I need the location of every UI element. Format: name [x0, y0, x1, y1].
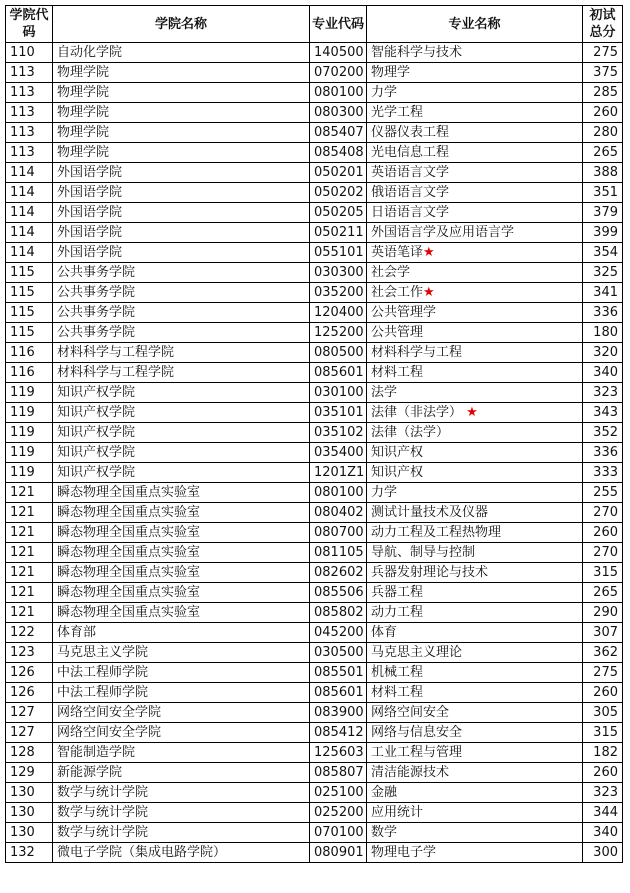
college-name-cell: 瞬态物理全国重点实验室	[53, 483, 310, 503]
table-row	[6, 483, 623, 503]
major-code-cell: 085506	[310, 583, 367, 603]
major-code-cell: 120400	[310, 303, 367, 323]
major-name-cell: 兵器发射理论与技术	[367, 563, 583, 583]
table-row	[6, 383, 623, 403]
table-row	[6, 183, 623, 203]
star-icon: ★	[466, 405, 478, 420]
table-row	[6, 623, 623, 643]
major-code-cell: 025200	[310, 803, 367, 823]
table-row	[6, 523, 623, 543]
table-row	[6, 743, 623, 763]
total-score-cell: 340	[583, 823, 623, 843]
college-name-cell: 公共事务学院	[53, 263, 310, 283]
college-code-cell: 127	[6, 723, 53, 743]
total-score-cell: 280	[583, 123, 623, 143]
major-name-cell: 社会学	[367, 263, 583, 283]
college-code-cell: 115	[6, 323, 53, 343]
college-name-cell: 公共事务学院	[53, 283, 310, 303]
college-name-cell: 瞬态物理全国重点实验室	[53, 503, 310, 523]
major-code-cell: 050205	[310, 203, 367, 223]
college-code-cell: 119	[6, 443, 53, 463]
total-score-cell: 354	[583, 243, 623, 263]
college-name-cell: 微电子学院（集成电路学院）	[53, 843, 310, 863]
college-name-cell: 马克思主义学院	[53, 643, 310, 663]
college-name-cell: 知识产权学院	[53, 423, 310, 443]
college-code-cell: 121	[6, 503, 53, 523]
college-name-cell: 智能制造学院	[53, 743, 310, 763]
college-code-cell: 119	[6, 403, 53, 423]
major-code-cell: 080402	[310, 503, 367, 523]
table-row	[6, 63, 623, 83]
college-code-cell: 130	[6, 803, 53, 823]
major-code-cell: 085408	[310, 143, 367, 163]
major-name-cell: 数学	[367, 823, 583, 843]
major-name-cell: 法律（法学）	[367, 423, 583, 443]
college-code-cell: 126	[6, 683, 53, 703]
college-name-cell: 外国语学院	[53, 183, 310, 203]
college-code-cell: 130	[6, 823, 53, 843]
table-row	[6, 423, 623, 443]
major-code-cell: 125603	[310, 743, 367, 763]
table-row	[6, 803, 623, 823]
college-code-cell: 114	[6, 203, 53, 223]
major-code-cell: 080100	[310, 483, 367, 503]
college-code-cell: 114	[6, 223, 53, 243]
college-code-cell: 110	[6, 43, 53, 63]
major-name-cell: 光学工程	[367, 103, 583, 123]
college-name-cell: 物理学院	[53, 143, 310, 163]
table-row	[6, 823, 623, 843]
major-name-cell: 动力工程及工程热物理	[367, 523, 583, 543]
total-score-cell: 399	[583, 223, 623, 243]
total-score-cell: 275	[583, 43, 623, 63]
major-code-cell: 083900	[310, 703, 367, 723]
major-name-cell: 清洁能源技术	[367, 763, 583, 783]
table-row	[6, 723, 623, 743]
total-score-cell: 300	[583, 843, 623, 863]
major-name-cell: 日语语言文学	[367, 203, 583, 223]
table-container	[5, 5, 623, 863]
total-score-cell: 344	[583, 803, 623, 823]
major-name-cell: 网络与信息安全	[367, 723, 583, 743]
college-name-cell: 外国语学院	[53, 163, 310, 183]
major-name-cell: 力学	[367, 483, 583, 503]
college-code-cell: 113	[6, 83, 53, 103]
major-code-cell: 1201Z1	[310, 463, 367, 483]
major-code-cell: 080100	[310, 83, 367, 103]
college-code-cell: 121	[6, 483, 53, 503]
table-row	[6, 443, 623, 463]
college-code-cell: 132	[6, 843, 53, 863]
major-name-cell: 材料工程	[367, 683, 583, 703]
major-name-cell: 力学	[367, 83, 583, 103]
table-row	[6, 843, 623, 863]
total-score-cell: 290	[583, 603, 623, 623]
table-row	[6, 43, 623, 63]
college-name-cell: 新能源学院	[53, 763, 310, 783]
total-score-cell: 305	[583, 703, 623, 723]
college-code-cell: 130	[6, 783, 53, 803]
college-name-cell: 物理学院	[53, 103, 310, 123]
table-row	[6, 663, 623, 683]
total-score-cell: 320	[583, 343, 623, 363]
table-row	[6, 543, 623, 563]
table-row	[6, 783, 623, 803]
college-name-cell: 物理学院	[53, 83, 310, 103]
major-code-cell: 080500	[310, 343, 367, 363]
major-name-cell: 工业工程与管理	[367, 743, 583, 763]
total-score-cell: 379	[583, 203, 623, 223]
college-name-cell: 知识产权学院	[53, 403, 310, 423]
college-code-cell: 113	[6, 63, 53, 83]
college-name-cell: 网络空间安全学院	[53, 723, 310, 743]
table-row	[6, 163, 623, 183]
total-score-cell: 315	[583, 723, 623, 743]
total-score-cell: 180	[583, 323, 623, 343]
college-code-cell: 123	[6, 643, 53, 663]
total-score-cell: 307	[583, 623, 623, 643]
major-name-cell: 英语笔译★	[367, 243, 583, 263]
table-row	[6, 203, 623, 223]
major-name-cell: 俄语语言文学	[367, 183, 583, 203]
college-code-cell: 115	[6, 283, 53, 303]
major-code-cell: 035400	[310, 443, 367, 463]
total-score-cell: 351	[583, 183, 623, 203]
major-code-cell: 050201	[310, 163, 367, 183]
college-name-cell: 知识产权学院	[53, 463, 310, 483]
major-code-cell: 070100	[310, 823, 367, 843]
major-name-cell: 网络空间安全	[367, 703, 583, 723]
college-code-cell: 114	[6, 163, 53, 183]
total-score-cell: 325	[583, 263, 623, 283]
total-score-cell: 260	[583, 523, 623, 543]
major-code-cell: 081105	[310, 543, 367, 563]
table-row	[6, 363, 623, 383]
college-name-cell: 体育部	[53, 623, 310, 643]
table-row	[6, 303, 623, 323]
table-row	[6, 343, 623, 363]
college-code-cell: 126	[6, 663, 53, 683]
major-name-cell: 公共管理学	[367, 303, 583, 323]
college-name-cell: 物理学院	[53, 123, 310, 143]
college-code-cell: 121	[6, 603, 53, 623]
college-name-cell: 瞬态物理全国重点实验室	[53, 523, 310, 543]
major-code-cell: 085407	[310, 123, 367, 143]
major-name-cell: 体育	[367, 623, 583, 643]
header-row	[6, 6, 623, 43]
major-name-cell: 知识产权	[367, 443, 583, 463]
total-score-cell: 275	[583, 663, 623, 683]
major-name-cell: 知识产权	[367, 463, 583, 483]
college-name-cell: 数学与统计学院	[53, 803, 310, 823]
college-code-cell: 121	[6, 543, 53, 563]
college-name-cell: 外国语学院	[53, 203, 310, 223]
college-code-cell: 121	[6, 583, 53, 603]
table-row	[6, 103, 623, 123]
total-score-cell: 255	[583, 483, 623, 503]
table-row	[6, 263, 623, 283]
table-row	[6, 603, 623, 623]
major-name-cell: 应用统计	[367, 803, 583, 823]
college-name-cell: 公共事务学院	[53, 303, 310, 323]
college-name-cell: 材料科学与工程学院	[53, 363, 310, 383]
star-icon: ★	[423, 285, 435, 300]
major-name-cell: 法律（非法学） ★	[367, 403, 583, 423]
college-code-cell: 127	[6, 703, 53, 723]
college-code-cell: 119	[6, 423, 53, 443]
total-score-cell: 333	[583, 463, 623, 483]
major-code-cell: 080700	[310, 523, 367, 543]
major-code-cell: 085501	[310, 663, 367, 683]
college-name-cell: 物理学院	[53, 63, 310, 83]
major-code-cell: 035101	[310, 403, 367, 423]
total-score-cell: 182	[583, 743, 623, 763]
major-name-cell: 公共管理	[367, 323, 583, 343]
college-name-cell: 知识产权学院	[53, 443, 310, 463]
major-code-cell: 125200	[310, 323, 367, 343]
total-score-cell: 362	[583, 643, 623, 663]
college-code-cell: 116	[6, 343, 53, 363]
college-code-cell: 128	[6, 743, 53, 763]
major-name-cell: 物理电子学	[367, 843, 583, 863]
total-score-cell: 375	[583, 63, 623, 83]
total-score-cell: 336	[583, 303, 623, 323]
total-score-cell: 388	[583, 163, 623, 183]
total-score-cell: 270	[583, 503, 623, 523]
college-code-cell: 116	[6, 363, 53, 383]
college-name-cell: 瞬态物理全国重点实验室	[53, 603, 310, 623]
header-college-code: 学院代码	[6, 6, 53, 43]
college-code-cell: 114	[6, 183, 53, 203]
header-total-score: 初试总分	[583, 6, 623, 43]
table-row	[6, 323, 623, 343]
total-score-cell: 285	[583, 83, 623, 103]
table-row	[6, 123, 623, 143]
table-row	[6, 763, 623, 783]
major-name-cell: 外国语言学及应用语言学	[367, 223, 583, 243]
table-row	[6, 463, 623, 483]
major-name-cell: 仪器仪表工程	[367, 123, 583, 143]
college-code-cell: 113	[6, 103, 53, 123]
total-score-cell: 315	[583, 563, 623, 583]
college-name-cell: 网络空间安全学院	[53, 703, 310, 723]
college-code-cell: 115	[6, 303, 53, 323]
major-name-cell: 动力工程	[367, 603, 583, 623]
major-code-cell: 140500	[310, 43, 367, 63]
college-code-cell: 119	[6, 383, 53, 403]
major-name-cell: 光电信息工程	[367, 143, 583, 163]
major-name-cell: 社会工作★	[367, 283, 583, 303]
major-code-cell: 055101	[310, 243, 367, 263]
college-code-cell: 113	[6, 143, 53, 163]
total-score-cell: 260	[583, 683, 623, 703]
college-name-cell: 瞬态物理全国重点实验室	[53, 583, 310, 603]
major-code-cell: 050211	[310, 223, 367, 243]
major-name-cell: 材料科学与工程	[367, 343, 583, 363]
table-row	[6, 283, 623, 303]
major-code-cell: 035102	[310, 423, 367, 443]
table-row	[6, 563, 623, 583]
total-score-cell: 270	[583, 543, 623, 563]
major-code-cell: 085412	[310, 723, 367, 743]
major-code-cell: 050202	[310, 183, 367, 203]
major-code-cell: 085601	[310, 363, 367, 383]
major-code-cell: 025100	[310, 783, 367, 803]
total-score-cell: 341	[583, 283, 623, 303]
college-code-cell: 119	[6, 463, 53, 483]
table-row	[6, 403, 623, 423]
major-name-cell: 材料工程	[367, 363, 583, 383]
college-code-cell: 113	[6, 123, 53, 143]
table-row	[6, 583, 623, 603]
header-major-code: 专业代码	[310, 6, 367, 43]
table-row	[6, 223, 623, 243]
star-icon: ★	[423, 245, 435, 260]
total-score-cell: 352	[583, 423, 623, 443]
major-code-cell: 082602	[310, 563, 367, 583]
college-code-cell: 121	[6, 563, 53, 583]
major-name-cell: 智能科学与技术	[367, 43, 583, 63]
major-name-cell: 金融	[367, 783, 583, 803]
college-code-cell: 122	[6, 623, 53, 643]
college-name-cell: 数学与统计学院	[53, 783, 310, 803]
major-code-cell: 030100	[310, 383, 367, 403]
major-name-cell: 导航、制导与控制	[367, 543, 583, 563]
table-row	[6, 243, 623, 263]
major-name-cell: 法学	[367, 383, 583, 403]
major-name-cell: 测试计量技术及仪器	[367, 503, 583, 523]
header-major-name: 专业名称	[367, 6, 583, 43]
college-name-cell: 知识产权学院	[53, 383, 310, 403]
total-score-cell: 260	[583, 103, 623, 123]
major-code-cell: 085802	[310, 603, 367, 623]
college-name-cell: 外国语学院	[53, 243, 310, 263]
table-row	[6, 643, 623, 663]
college-name-cell: 中法工程师学院	[53, 663, 310, 683]
major-code-cell: 080300	[310, 103, 367, 123]
major-code-cell: 070200	[310, 63, 367, 83]
header-college-name: 学院名称	[53, 6, 310, 43]
major-code-cell: 045200	[310, 623, 367, 643]
college-name-cell: 外国语学院	[53, 223, 310, 243]
table-row	[6, 83, 623, 103]
college-name-cell: 瞬态物理全国重点实验室	[53, 543, 310, 563]
total-score-cell: 323	[583, 383, 623, 403]
major-code-cell: 085601	[310, 683, 367, 703]
major-name-cell: 机械工程	[367, 663, 583, 683]
major-code-cell: 080901	[310, 843, 367, 863]
major-name-cell: 马克思主义理论	[367, 643, 583, 663]
major-code-cell: 030300	[310, 263, 367, 283]
major-name-cell: 物理学	[367, 63, 583, 83]
college-name-cell: 数学与统计学院	[53, 823, 310, 843]
admission-score-table	[5, 5, 623, 863]
college-name-cell: 自动化学院	[53, 43, 310, 63]
total-score-cell: 265	[583, 583, 623, 603]
major-name-cell: 兵器工程	[367, 583, 583, 603]
total-score-cell: 340	[583, 363, 623, 383]
total-score-cell: 336	[583, 443, 623, 463]
college-name-cell: 瞬态物理全国重点实验室	[53, 563, 310, 583]
major-code-cell: 085807	[310, 763, 367, 783]
total-score-cell: 343	[583, 403, 623, 423]
major-code-cell: 030500	[310, 643, 367, 663]
college-code-cell: 121	[6, 523, 53, 543]
college-code-cell: 129	[6, 763, 53, 783]
major-code-cell: 035200	[310, 283, 367, 303]
table-row	[6, 683, 623, 703]
college-name-cell: 公共事务学院	[53, 323, 310, 343]
college-code-cell: 114	[6, 243, 53, 263]
table-row	[6, 143, 623, 163]
table-row	[6, 703, 623, 723]
college-name-cell: 中法工程师学院	[53, 683, 310, 703]
table-row	[6, 503, 623, 523]
college-name-cell: 材料科学与工程学院	[53, 343, 310, 363]
total-score-cell: 323	[583, 783, 623, 803]
total-score-cell: 260	[583, 763, 623, 783]
major-name-cell: 英语语言文学	[367, 163, 583, 183]
total-score-cell: 265	[583, 143, 623, 163]
college-code-cell: 115	[6, 263, 53, 283]
